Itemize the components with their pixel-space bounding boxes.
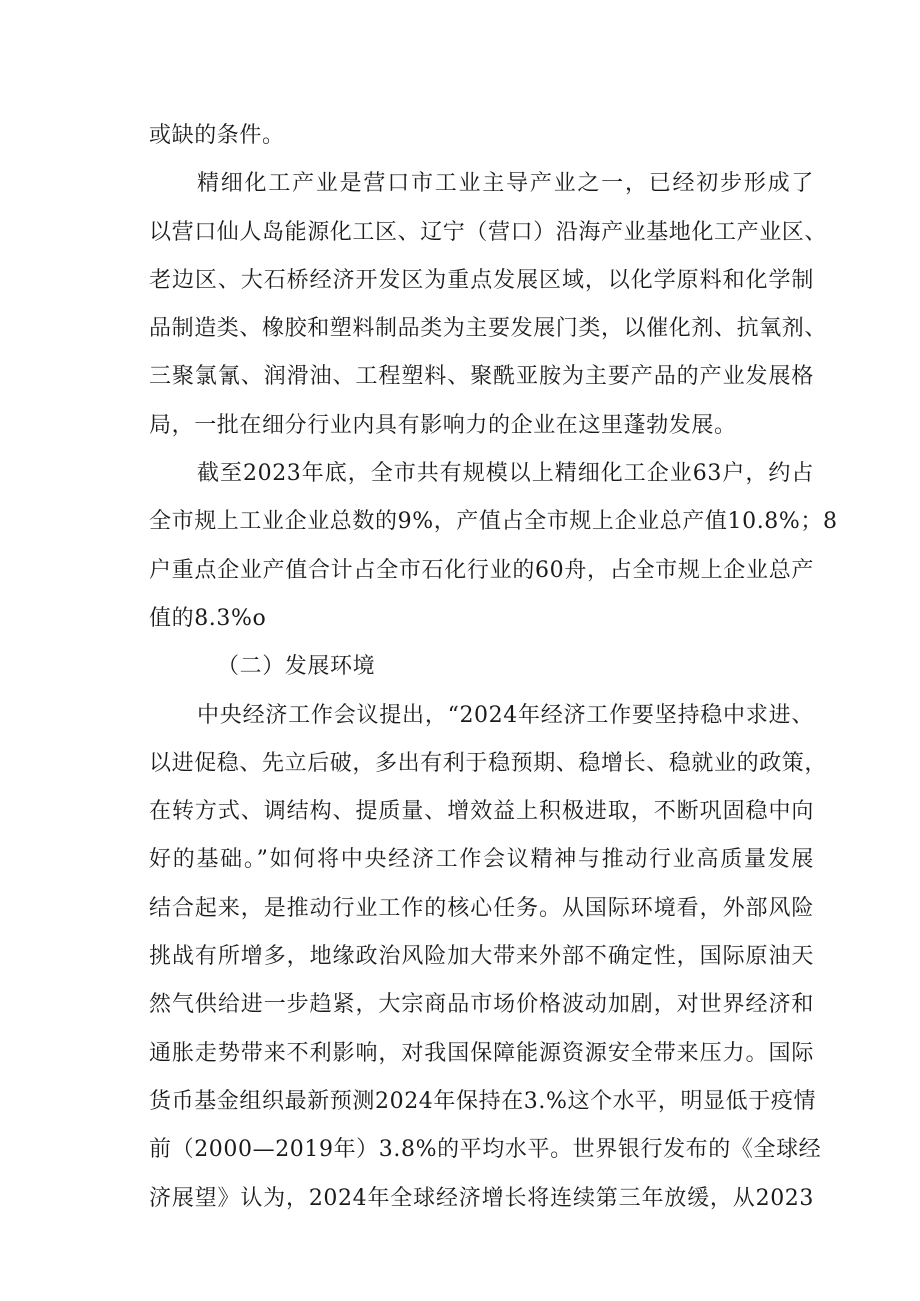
paragraph-line: 值的8.3%o bbox=[149, 605, 267, 631]
paragraph-line: 全市规上工业企业总数的9%，产值占全市规上企业总产值10.8%；8 bbox=[149, 509, 838, 535]
paragraph-line: 局，一批在细分行业内具有影响力的企业在这里蓬勃发展。 bbox=[149, 412, 737, 438]
paragraph-line: 或缺的条件。 bbox=[149, 123, 285, 148]
document-body bbox=[149, 112, 838, 1223]
paragraph-line: 截至2023年底，全市共有规模以上精细化工企业63户，约占 bbox=[197, 461, 814, 487]
paragraph-line: 好的基础。”如何将中央经济工作会议精神与推动行业高质量发展 bbox=[149, 847, 814, 873]
paragraph-line: 通胀走势带来不利影响，对我国保障能源资源安全带来压力。国际 bbox=[149, 1040, 814, 1066]
paragraph-line: 济展望》认为，2024年全球经济增长将连续第三年放缓，从2023 bbox=[149, 1185, 814, 1211]
paragraph-line: 在转方式、调结构、提质量、增效益上积极进取，不断巩固稳中向 bbox=[149, 799, 814, 825]
paragraph-line: 以营口仙人岛能源化工区、辽宁（营口）沿海产业基地化工产业区、 bbox=[149, 219, 828, 245]
paragraph-line: 挑战有所增多，地缘政治风险加大带来外部不确定性，国际原油天 bbox=[149, 944, 814, 970]
paragraph-line: 中央经济工作会议提出，“2024年经济工作要坚持稳中求进、 bbox=[197, 702, 814, 728]
paragraph-line: 品制造类、橡胶和塑料制品类为主要发展门类，以催化剂、抗氧剂、 bbox=[149, 316, 828, 342]
paragraph-line: 三聚氯氰、润滑油、工程塑料、聚酰亚胺为主要产品的产业发展格 bbox=[149, 364, 814, 390]
paragraph-line: 老边区、大石桥经济开发区为重点发展区域，以化学原料和化学制 bbox=[149, 267, 814, 293]
paragraph-line: 户重点企业产值合计占全市石化行业的60舟，占全市规上企业总产 bbox=[149, 557, 814, 583]
paragraph-line: 结合起来，是推动行业工作的核心任务。从国际环境看，外部风险 bbox=[149, 895, 814, 921]
paragraph-line: 精细化工产业是营口市工业主导产业之一，已经初步形成了 bbox=[197, 171, 814, 197]
paragraph-line: 前（2000—2019年）3.8%的平均水平。世界银行发布的《全球经 bbox=[149, 1137, 822, 1163]
section-heading: （二）发展环境 bbox=[217, 654, 376, 680]
paragraph-line: 以进促稳、先立后破，多出有利于稳预期、稳增长、稳就业的政策， bbox=[149, 750, 828, 776]
paragraph-line: 然气供给进一步趋紧，大宗商品市场价格波动加剧，对世界经济和 bbox=[149, 992, 814, 1018]
paragraph-line: 货币基金组织最新预测2024年保持在3.%这个水平，明显低于疫情 bbox=[149, 1088, 817, 1114]
